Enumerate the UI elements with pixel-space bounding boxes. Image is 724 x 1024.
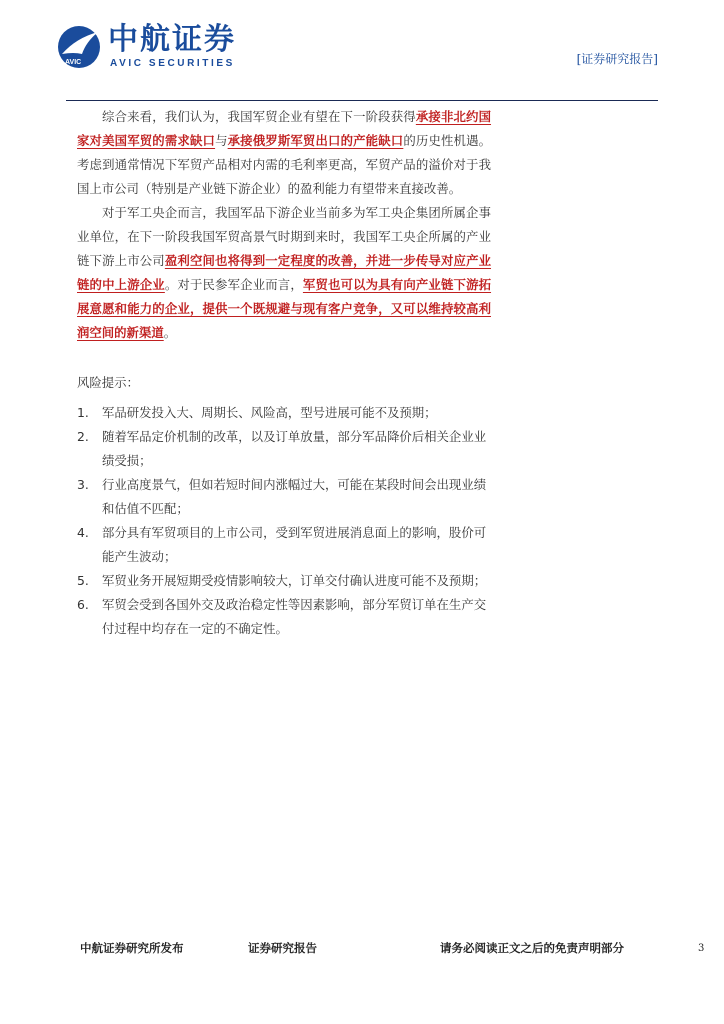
page-number: 3 [698, 943, 705, 954]
avic-plane-icon [56, 24, 102, 70]
summary-paragraph [77, 105, 491, 201]
risk-text: 随着军品定价机制的改革，以及订单放量，部分军品降价后相关企业业绩受损； [102, 429, 487, 468]
risk-number: 3. [77, 477, 89, 492]
risk-number: 6. [77, 597, 89, 612]
risk-item [77, 425, 491, 473]
risk-number: 5. [77, 573, 89, 588]
p1-highlight-1: 承接非北约国家对美国军贸的需求缺口 [77, 109, 492, 148]
company-logo [56, 22, 256, 72]
report-type-tag: [证券研究报告] [576, 52, 658, 66]
main-content [77, 105, 491, 641]
footer-doc-type: 证券研究报告 [248, 941, 317, 955]
logo-mark-text: AVIC [65, 59, 82, 66]
risk-item [77, 401, 491, 425]
footer-disclaimer: 请务必阅读正文之后的免责声明部分 [440, 941, 624, 955]
p2-text-2: 。对于民参军企业而言， [164, 277, 303, 292]
p2-highlight-2: 军贸也可以为具有向产业链下游拓展意愿和能力的企业，提供一个既规避与现有客户竞争，又可以维持较高利润空间的新渠道 [77, 277, 492, 340]
p1-text-1: 综合来看，我们认为，我国军贸企业有望在下一阶段获得 [102, 109, 416, 124]
p2-text-3: 。 [163, 325, 177, 340]
logo-chinese-name: 中航证券 [108, 22, 236, 57]
risk-number: 4. [77, 525, 89, 540]
risk-number: 2. [77, 429, 89, 444]
risk-text: 军品研发投入大、周期长、风险高，型号进展可能不及预期； [102, 405, 437, 420]
risk-text: 军贸业务开展短期受疫情影响较大，订单交付确认进度可能不及预期； [102, 573, 487, 588]
risk-list [77, 401, 491, 641]
risk-warning-title: 风险提示： [77, 375, 139, 390]
risk-number: 1. [77, 405, 89, 420]
header-divider [66, 100, 658, 101]
risk-text: 军贸会受到各国外交及政治稳定性等因素影响，部分军贸订单在生产交付过程中均存在一定的不确定性。 [102, 597, 487, 636]
p1-text-2: 与 [215, 133, 228, 148]
p1-highlight-2: 承接俄罗斯军贸出口的产能缺口 [227, 133, 404, 148]
risk-item [77, 521, 491, 569]
p1-text-3: 的历史性机遇。考虑到通常情况下军贸产品相对内需的毛利率更高，军贸产品的溢价对于我国上市公司（特别是产业链下游企业）的盈利能力有望带来直接改善。 [77, 133, 492, 196]
risk-text: 行业高度景气，但如若短时间内涨幅过大，可能在某段时间会出现业绩和估值不匹配； [102, 477, 487, 516]
footer-publisher: 中航证券研究所发布 [80, 941, 184, 955]
risk-text: 部分具有军贸项目的上市公司，受到军贸进展消息面上的影响，股价可能产生波动； [102, 525, 487, 564]
p2-highlight-1: 盈利空间也将得到一定程度的改善，并进一步传导对应产业链的中上游企业 [77, 253, 492, 292]
p2-text-1: 对于军工央企而言，我国军品下游企业当前多为军工央企集团所属企事业单位，在下一阶段我国军贸高景气时期到来时，我国军工央企所属的产业链下游上市公司 [77, 205, 491, 268]
risk-item [77, 473, 491, 521]
risk-item [77, 569, 491, 593]
logo-english-name: AVIC SECURITIES [110, 58, 235, 69]
soe-paragraph [77, 201, 491, 345]
risk-item [77, 593, 491, 641]
